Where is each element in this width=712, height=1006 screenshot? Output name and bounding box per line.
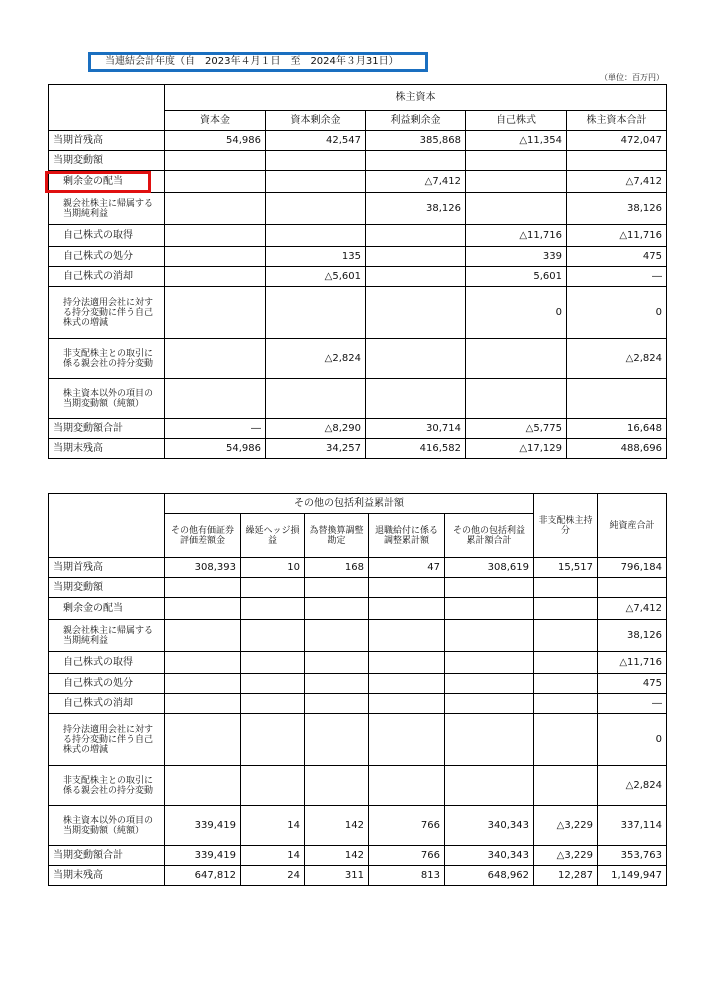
table-cell bbox=[369, 578, 445, 598]
table-cell bbox=[165, 379, 266, 419]
table-cell bbox=[445, 694, 534, 714]
table-row bbox=[49, 339, 667, 379]
table-cell bbox=[534, 578, 598, 598]
table-cell bbox=[165, 287, 266, 339]
comprehensive-income-table bbox=[48, 493, 667, 886]
table-cell bbox=[266, 225, 366, 247]
row-label: 自己株式の取得 bbox=[49, 652, 165, 674]
table-row bbox=[49, 225, 667, 247]
table-cell bbox=[366, 379, 466, 419]
table-cell: 135 bbox=[266, 247, 366, 267]
table-cell bbox=[445, 714, 534, 766]
column-header: 資本金 bbox=[165, 111, 266, 131]
table-cell: 353,763 bbox=[598, 846, 667, 866]
row-label: 当期変動額合計 bbox=[49, 419, 165, 439]
table-cell bbox=[305, 674, 369, 694]
table-cell bbox=[369, 674, 445, 694]
table-cell bbox=[241, 694, 305, 714]
table-row bbox=[49, 379, 667, 419]
table-cell bbox=[366, 151, 466, 171]
table-cell bbox=[165, 247, 266, 267]
table-cell: 796,184 bbox=[598, 558, 667, 578]
table-cell bbox=[534, 620, 598, 652]
row-label: 自己株式の消却 bbox=[49, 267, 165, 287]
table-row bbox=[49, 694, 667, 714]
table-cell: 475 bbox=[567, 247, 667, 267]
table-cell bbox=[366, 267, 466, 287]
row-label: 株主資本以外の項目の当期変動額（純額） bbox=[49, 806, 165, 846]
table-cell: △11,716 bbox=[598, 652, 667, 674]
row-label: 持分法適用会社に対する持分変動に伴う自己株式の増減 bbox=[49, 714, 165, 766]
table-cell bbox=[369, 714, 445, 766]
table-cell: △7,412 bbox=[567, 171, 667, 193]
table-cell bbox=[266, 287, 366, 339]
table-cell: △2,824 bbox=[598, 766, 667, 806]
column-header: 非支配株主持分 bbox=[534, 494, 598, 558]
table-cell bbox=[534, 766, 598, 806]
row-label: 自己株式の処分 bbox=[49, 247, 165, 267]
table-cell: △3,229 bbox=[534, 846, 598, 866]
column-header: 繰延ヘッジ損益 bbox=[241, 514, 305, 558]
table-cell: 47 bbox=[369, 558, 445, 578]
table-cell: 0 bbox=[466, 287, 567, 339]
table-row bbox=[49, 287, 667, 339]
table-cell bbox=[165, 225, 266, 247]
table-cell bbox=[534, 714, 598, 766]
table-cell: △8,290 bbox=[266, 419, 366, 439]
table-cell: 472,047 bbox=[567, 131, 667, 151]
table-cell bbox=[266, 151, 366, 171]
table-row bbox=[49, 598, 667, 620]
table-cell: 766 bbox=[369, 846, 445, 866]
table-cell bbox=[165, 598, 241, 620]
table-cell: 12,287 bbox=[534, 866, 598, 886]
table-cell bbox=[369, 598, 445, 620]
table-row bbox=[49, 866, 667, 886]
table-cell: 488,696 bbox=[567, 439, 667, 459]
table-row bbox=[49, 419, 667, 439]
table-row bbox=[49, 806, 667, 846]
table-cell bbox=[165, 193, 266, 225]
table-cell: 14 bbox=[241, 846, 305, 866]
table-cell: 340,343 bbox=[445, 806, 534, 846]
table-cell bbox=[534, 694, 598, 714]
table-cell: 1,149,947 bbox=[598, 866, 667, 886]
table-cell: 339,419 bbox=[165, 846, 241, 866]
row-label: 剰余金の配当 bbox=[49, 171, 165, 193]
table-cell: △5,775 bbox=[466, 419, 567, 439]
table-row bbox=[49, 674, 667, 694]
period-title: 当連結会計年度（自 2023年４月１日 至 2024年３月31日） bbox=[88, 52, 428, 72]
table-cell: 34,257 bbox=[266, 439, 366, 459]
table-cell bbox=[534, 674, 598, 694]
group-header: その他の包括利益累計額 bbox=[165, 494, 534, 514]
table-cell: ― bbox=[567, 267, 667, 287]
row-label: 当期首残高 bbox=[49, 558, 165, 578]
row-label: 自己株式の消却 bbox=[49, 694, 165, 714]
table-cell: 54,986 bbox=[165, 439, 266, 459]
table-cell: 16,648 bbox=[567, 419, 667, 439]
row-label: 当期変動額 bbox=[49, 578, 165, 598]
table-cell: 766 bbox=[369, 806, 445, 846]
table-row bbox=[49, 247, 667, 267]
column-header: その他有価証券評価差額金 bbox=[165, 514, 241, 558]
table-cell: 416,582 bbox=[366, 439, 466, 459]
table-cell: 308,393 bbox=[165, 558, 241, 578]
table-cell: △11,716 bbox=[567, 225, 667, 247]
table-cell bbox=[165, 578, 241, 598]
table-cell bbox=[366, 247, 466, 267]
table-cell: 311 bbox=[305, 866, 369, 886]
table-cell: 15,517 bbox=[534, 558, 598, 578]
table-cell bbox=[165, 714, 241, 766]
row-label: 自己株式の取得 bbox=[49, 225, 165, 247]
table-cell: 54,986 bbox=[165, 131, 266, 151]
row-label: 親会社株主に帰属する当期純利益 bbox=[49, 620, 165, 652]
table-cell: ― bbox=[598, 694, 667, 714]
column-header: 資本剰余金 bbox=[266, 111, 366, 131]
table-cell bbox=[366, 339, 466, 379]
table-cell bbox=[369, 620, 445, 652]
table-body bbox=[49, 558, 667, 886]
table-row bbox=[49, 620, 667, 652]
table-cell: 475 bbox=[598, 674, 667, 694]
table-cell bbox=[241, 714, 305, 766]
table-row bbox=[49, 846, 667, 866]
table-cell bbox=[445, 674, 534, 694]
table-cell bbox=[466, 151, 567, 171]
table-cell bbox=[165, 267, 266, 287]
table-cell: 38,126 bbox=[567, 193, 667, 225]
table-cell bbox=[567, 151, 667, 171]
corner-cell bbox=[49, 85, 165, 131]
table-row bbox=[49, 652, 667, 674]
table-row bbox=[49, 267, 667, 287]
table-row bbox=[49, 131, 667, 151]
row-label: 非支配株主との取引に係る親会社の持分変動 bbox=[49, 339, 165, 379]
table-cell: 339,419 bbox=[165, 806, 241, 846]
table-cell bbox=[369, 766, 445, 806]
column-header: その他の包括利益累計額合計 bbox=[445, 514, 534, 558]
table-cell bbox=[534, 652, 598, 674]
table-row bbox=[49, 193, 667, 225]
column-header: 自己株式 bbox=[466, 111, 567, 131]
table-cell: △17,129 bbox=[466, 439, 567, 459]
row-label: 株主資本以外の項目の当期変動額（純額） bbox=[49, 379, 165, 419]
table-cell: 385,868 bbox=[366, 131, 466, 151]
table-cell: 647,812 bbox=[165, 866, 241, 886]
group-header: 株主資本 bbox=[165, 85, 667, 111]
table-cell: 38,126 bbox=[598, 620, 667, 652]
table-row bbox=[49, 151, 667, 171]
table-cell: △11,716 bbox=[466, 225, 567, 247]
table-cell bbox=[466, 171, 567, 193]
column-header: 為替換算調整勘定 bbox=[305, 514, 369, 558]
table-cell: △2,824 bbox=[567, 339, 667, 379]
table-cell bbox=[241, 766, 305, 806]
table-cell: 337,114 bbox=[598, 806, 667, 846]
table-cell bbox=[241, 620, 305, 652]
table-cell bbox=[466, 339, 567, 379]
table-cell bbox=[366, 225, 466, 247]
table-cell: ― bbox=[165, 419, 266, 439]
table-cell bbox=[466, 193, 567, 225]
row-label: 当期末残高 bbox=[49, 439, 165, 459]
table-cell: 648,962 bbox=[445, 866, 534, 886]
table-cell: △5,601 bbox=[266, 267, 366, 287]
corner-cell bbox=[49, 494, 165, 558]
table-cell bbox=[466, 379, 567, 419]
table-cell bbox=[366, 287, 466, 339]
table-cell bbox=[305, 652, 369, 674]
table-cell: 340,343 bbox=[445, 846, 534, 866]
column-header: 株主資本合計 bbox=[567, 111, 667, 131]
table-cell bbox=[305, 714, 369, 766]
table-cell bbox=[445, 652, 534, 674]
table-cell bbox=[445, 620, 534, 652]
table-cell bbox=[266, 193, 366, 225]
table-cell: △2,824 bbox=[266, 339, 366, 379]
shareholders-equity-table bbox=[48, 84, 667, 459]
table-cell: 38,126 bbox=[366, 193, 466, 225]
table-cell: 0 bbox=[598, 714, 667, 766]
table-cell bbox=[165, 766, 241, 806]
table-cell bbox=[445, 766, 534, 806]
row-label: 当期変動額合計 bbox=[49, 846, 165, 866]
column-header: 利益剰余金 bbox=[366, 111, 466, 131]
table-cell bbox=[165, 694, 241, 714]
row-label: 自己株式の処分 bbox=[49, 674, 165, 694]
unit-label: （単位：百万円） bbox=[600, 73, 664, 82]
table-cell: 5,601 bbox=[466, 267, 567, 287]
table-row bbox=[49, 558, 667, 578]
table-cell bbox=[165, 339, 266, 379]
table-cell bbox=[165, 674, 241, 694]
table-cell: 24 bbox=[241, 866, 305, 886]
table-cell bbox=[305, 766, 369, 806]
table-cell bbox=[241, 598, 305, 620]
table-cell bbox=[598, 578, 667, 598]
table-cell bbox=[534, 598, 598, 620]
row-label: 親会社株主に帰属する当期純利益 bbox=[49, 193, 165, 225]
table-cell: 10 bbox=[241, 558, 305, 578]
table-cell: 308,619 bbox=[445, 558, 534, 578]
table-cell bbox=[369, 652, 445, 674]
row-label: 持分法適用会社に対する持分変動に伴う自己株式の増減 bbox=[49, 287, 165, 339]
table-cell bbox=[266, 171, 366, 193]
table-cell: 142 bbox=[305, 846, 369, 866]
table-cell: 42,547 bbox=[266, 131, 366, 151]
table-cell: △7,412 bbox=[366, 171, 466, 193]
table-row bbox=[49, 439, 667, 459]
table-row bbox=[49, 578, 667, 598]
table-cell: △7,412 bbox=[598, 598, 667, 620]
table-cell bbox=[165, 171, 266, 193]
table-cell: 339 bbox=[466, 247, 567, 267]
table-cell: 0 bbox=[567, 287, 667, 339]
table-cell bbox=[305, 578, 369, 598]
table-cell bbox=[266, 379, 366, 419]
table-cell bbox=[305, 598, 369, 620]
table-row bbox=[49, 714, 667, 766]
table-row bbox=[49, 766, 667, 806]
column-header: 純資産合計 bbox=[598, 494, 667, 558]
table-cell: △3,229 bbox=[534, 806, 598, 846]
table-cell bbox=[305, 694, 369, 714]
table-cell bbox=[165, 151, 266, 171]
table-cell bbox=[369, 694, 445, 714]
table-cell bbox=[241, 652, 305, 674]
table-cell: 168 bbox=[305, 558, 369, 578]
row-label: 当期首残高 bbox=[49, 131, 165, 151]
table-cell: 14 bbox=[241, 806, 305, 846]
row-label: 当期変動額 bbox=[49, 151, 165, 171]
table-cell bbox=[241, 578, 305, 598]
table-cell bbox=[445, 578, 534, 598]
table-cell bbox=[567, 379, 667, 419]
row-label: 剰余金の配当 bbox=[49, 598, 165, 620]
table-cell: 813 bbox=[369, 866, 445, 886]
row-label: 非支配株主との取引に係る親会社の持分変動 bbox=[49, 766, 165, 806]
table-cell: 30,714 bbox=[366, 419, 466, 439]
table-cell bbox=[305, 620, 369, 652]
table-cell bbox=[165, 652, 241, 674]
column-header: 退職給付に係る調整累計額 bbox=[369, 514, 445, 558]
table-cell: △11,354 bbox=[466, 131, 567, 151]
highlight-box bbox=[45, 171, 151, 193]
row-label: 当期末残高 bbox=[49, 866, 165, 886]
table-cell bbox=[241, 674, 305, 694]
table-cell bbox=[165, 620, 241, 652]
table-cell bbox=[445, 598, 534, 620]
table-cell: 142 bbox=[305, 806, 369, 846]
